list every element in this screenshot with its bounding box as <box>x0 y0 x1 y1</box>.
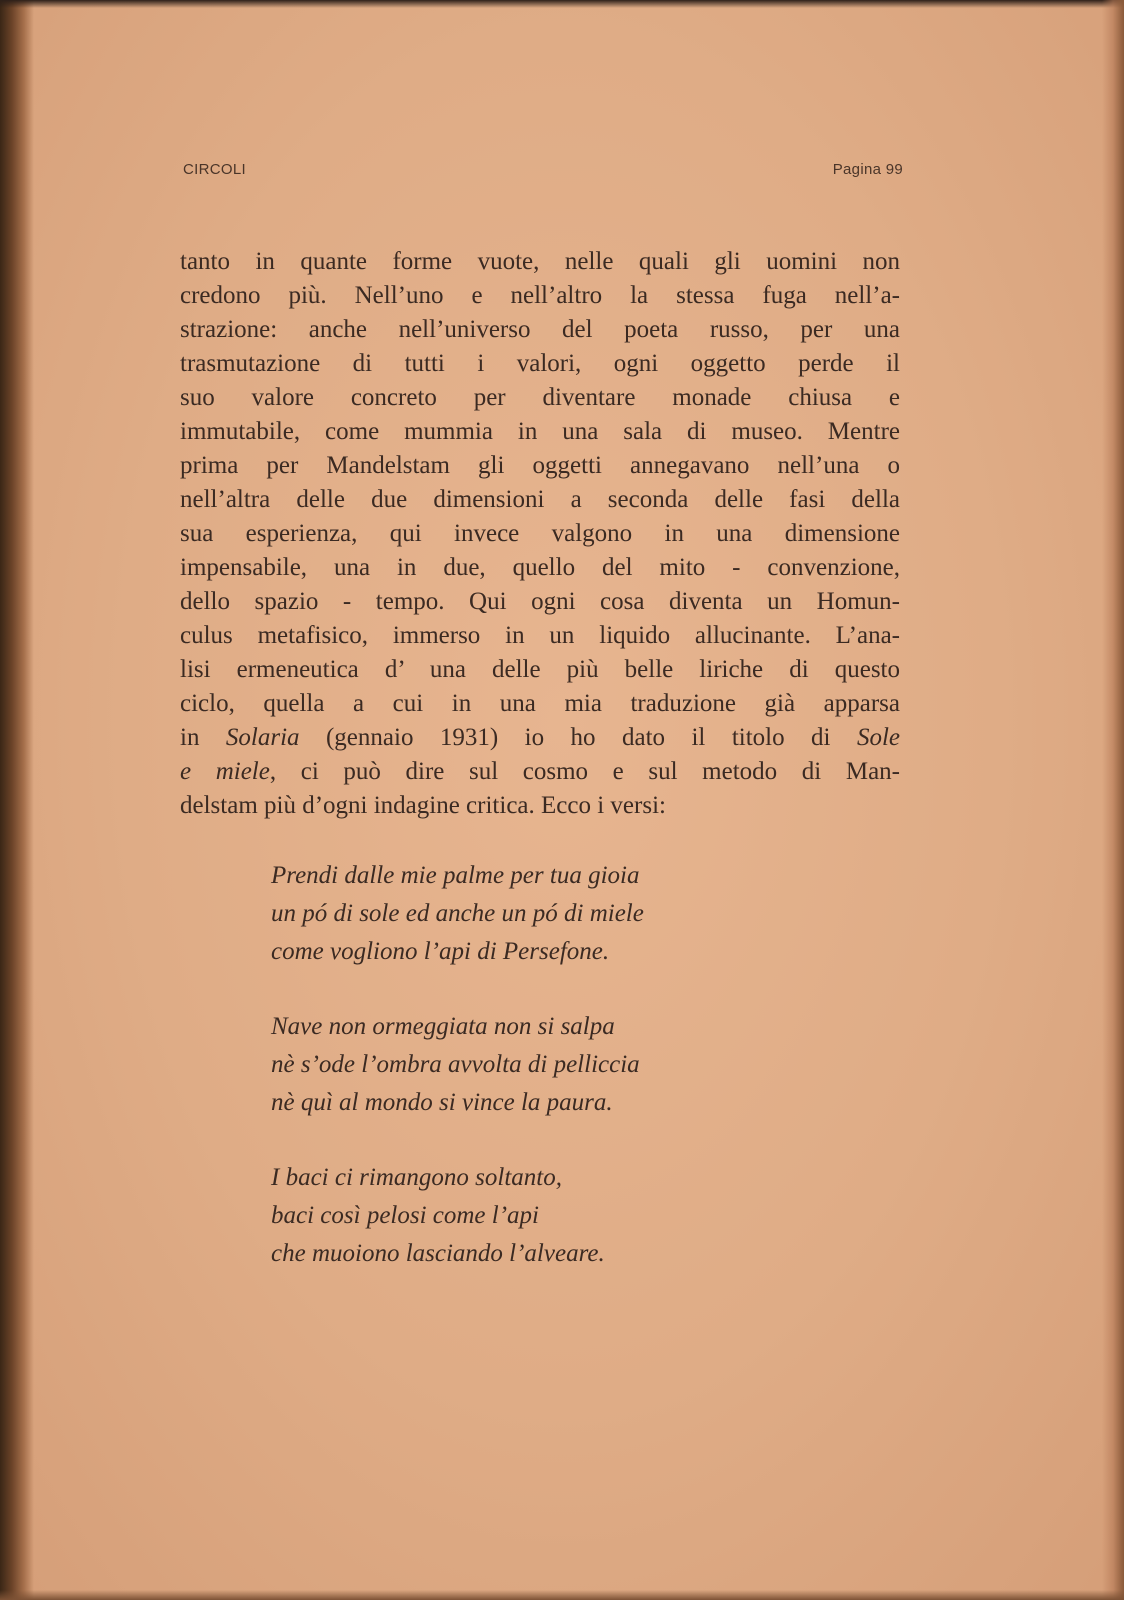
text-line: credono più. Nell’uno e nell’altro la stessa fuga nell’a- <box>180 282 900 309</box>
page-binding-edge <box>0 0 34 1600</box>
page-bottom-edge <box>0 1590 1124 1600</box>
verse-line: I baci ci rimangono soltanto, <box>271 1164 562 1191</box>
text-line: dello spazio - tempo. Qui ogni cosa diventa un Homun- <box>180 588 900 615</box>
stanza <box>271 1008 831 1122</box>
section-title: CIRCOLI <box>183 161 246 178</box>
text-line: trasmutazione di tutti i valori, ogni oggetto perde il <box>180 350 900 377</box>
text-line: in Solaria (gennaio 1931) io ho dato il titolo di Sole <box>180 724 900 751</box>
text-line: tanto in quante forme vuote, nelle quali gli uomini non <box>180 248 900 275</box>
verse-line: come vogliono l’api di Persefone. <box>271 938 610 965</box>
stanza <box>271 857 831 971</box>
poem-block <box>271 857 831 1310</box>
text-line: impensabile, una in due, quello del mito - convenzione, <box>180 554 900 581</box>
poem-title-part: e miele <box>180 758 270 785</box>
text-line: delstam più d’ogni indagine critica. Ecco i versi: <box>180 792 666 819</box>
stanza <box>271 1159 831 1273</box>
text-line: prima per Mandelstam gli oggetti annegavano nell’una o <box>180 452 900 479</box>
verse-line: Nave non ormeggiata non si salpa <box>271 1013 615 1040</box>
text-line: sua esperienza, qui invece valgono in una dimensione <box>180 520 900 547</box>
text-line: strazione: anche nell’universo del poeta russo, per una <box>180 316 900 343</box>
text-line: e miele, ci può dire sul cosmo e sul metodo di Man- <box>180 758 900 785</box>
page-right-edge <box>1102 0 1124 1600</box>
verse-line: nè s’ode l’ombra avvolta di pelliccia <box>271 1051 640 1078</box>
journal-title: Solaria <box>225 724 300 751</box>
page-top-edge <box>0 0 1124 8</box>
body-paragraph <box>180 245 900 823</box>
page-number: Pagina 99 <box>832 161 903 178</box>
text-line: culus metafisico, immerso in un liquido allucinante. L’ana- <box>180 622 900 649</box>
verse-line: che muoiono lasciando l’alveare. <box>271 1240 605 1267</box>
text-line: ciclo, quella a cui in una mia traduzione già apparsa <box>180 690 900 717</box>
running-head <box>183 161 903 183</box>
verse-line: nè quì al mondo si vince la paura. <box>271 1089 613 1116</box>
poem-title-part: Sole <box>856 724 900 751</box>
verse-line: baci così pelosi come l’api <box>271 1202 539 1229</box>
text-line: immutabile, come mummia in una sala di museo. Mentre <box>180 418 900 445</box>
text-line: suo valore concreto per diventare monade chiusa e <box>180 384 900 411</box>
verse-line: Prendi dalle mie palme per tua gioia <box>271 862 640 889</box>
text-line: nell’altra delle due dimensioni a seconda delle fasi della <box>180 486 900 513</box>
verse-line: un pó di sole ed anche un pó di miele <box>271 900 644 927</box>
text-line: lisi ermeneutica d’ una delle più belle liriche di questo <box>180 656 900 683</box>
